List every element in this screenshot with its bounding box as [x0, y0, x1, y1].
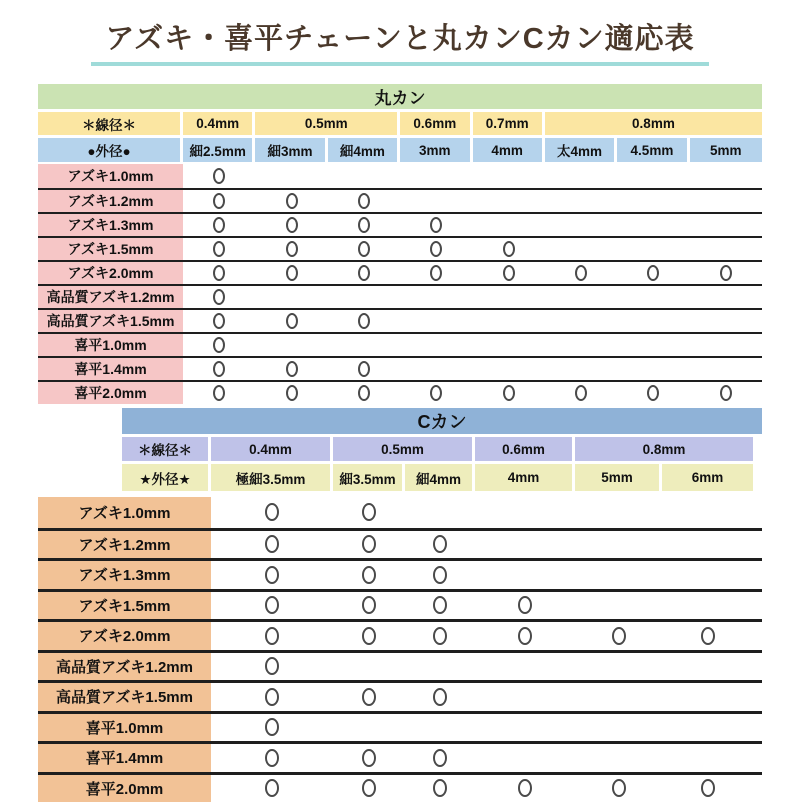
compat-circle-icon: [612, 627, 626, 645]
compat-circle-icon: [265, 503, 279, 521]
compat-circle-icon: [518, 779, 532, 797]
compat-cell: [690, 190, 762, 212]
compat-cell: [405, 683, 475, 711]
compat-circle-icon: [213, 313, 225, 329]
wire-diameter-value: 0.8mm: [575, 437, 753, 461]
table-row: [38, 284, 762, 308]
compat-cell: [475, 714, 575, 742]
compat-cell: [662, 714, 753, 742]
compat-circle-icon: [213, 193, 225, 209]
compat-circle-icon: [362, 535, 376, 553]
compat-circle-icon: [362, 627, 376, 645]
compat-cell: [400, 358, 472, 380]
row-label: 喜平1.4mm: [38, 358, 183, 380]
compat-cell: [475, 622, 575, 650]
compat-circle-icon: [612, 779, 626, 797]
compat-cell: [211, 653, 333, 681]
compat-circle-icon: [265, 688, 279, 706]
row-label: 高品質アズキ1.2mm: [38, 286, 183, 308]
compat-cell: [328, 358, 400, 380]
compat-circle-icon: [433, 688, 447, 706]
compat-cell: [617, 214, 689, 236]
compat-cell: [333, 497, 405, 528]
compat-cell: [183, 238, 255, 260]
compat-cell: [405, 744, 475, 772]
compat-cell: [473, 334, 545, 356]
compat-cell: [475, 775, 575, 802]
compat-cell: [473, 262, 545, 284]
compat-cell: [545, 334, 617, 356]
compat-circle-icon: [518, 596, 532, 614]
compat-cell: [545, 238, 617, 260]
compat-cell: [405, 531, 475, 559]
compat-circle-icon: [503, 265, 515, 281]
compat-circle-icon: [430, 217, 442, 233]
wire-diameter-value: 0.7mm: [473, 112, 542, 135]
compat-cell: [617, 334, 689, 356]
compat-cell: [333, 714, 405, 742]
table-row: [38, 188, 762, 212]
compat-cell: [333, 775, 405, 802]
compat-cell: [690, 164, 762, 188]
compat-cell: [405, 653, 475, 681]
compat-cell: [400, 382, 472, 404]
outer-diameter-value: 細4mm: [328, 138, 397, 162]
compat-cell: [183, 286, 255, 308]
row-label: 喜平1.0mm: [38, 714, 211, 742]
compat-cell: [255, 286, 327, 308]
compat-circle-icon: [265, 627, 279, 645]
compat-cell: [690, 334, 762, 356]
table-row: [38, 528, 762, 559]
compat-cell: [183, 334, 255, 356]
compat-cell: [575, 653, 662, 681]
compat-circle-icon: [362, 596, 376, 614]
compat-circle-icon: [433, 779, 447, 797]
compat-cell: [211, 497, 333, 528]
compat-circle-icon: [286, 217, 298, 233]
compat-cell: [328, 238, 400, 260]
ckan-table-title: Cカン: [122, 408, 762, 434]
compat-cell: [545, 190, 617, 212]
row-label: アズキ1.0mm: [38, 164, 183, 188]
compat-cell: [255, 334, 327, 356]
compat-circle-icon: [430, 265, 442, 281]
compat-circle-icon: [362, 688, 376, 706]
compat-cell: [545, 310, 617, 332]
outer-diameter-value: 細4mm: [405, 464, 472, 491]
ckan-table: [38, 408, 762, 802]
compat-cell: [400, 310, 472, 332]
compat-cell: [255, 262, 327, 284]
compat-circle-icon: [362, 749, 376, 767]
outer-diameter-value: 5mm: [575, 464, 659, 491]
table-row: [38, 558, 762, 589]
compat-cell: [475, 592, 575, 620]
compat-cell: [575, 683, 662, 711]
marukan-table-title: 丸カン: [38, 84, 762, 109]
compat-cell: [333, 592, 405, 620]
table-row: [38, 589, 762, 620]
compat-circle-icon: [433, 566, 447, 584]
marukan-wire-row: [38, 112, 762, 135]
marukan-table: [38, 84, 762, 404]
compat-cell: [662, 561, 753, 589]
table-row: [38, 380, 762, 404]
outer-diameter-value: 極細3.5mm: [211, 464, 330, 491]
compat-cell: [575, 714, 662, 742]
row-label: 高品質アズキ1.5mm: [38, 310, 183, 332]
compat-circle-icon: [213, 289, 225, 305]
compat-cell: [690, 262, 762, 284]
row-label: アズキ1.0mm: [38, 497, 211, 528]
compat-cell: [617, 190, 689, 212]
row-label: アズキ2.0mm: [38, 622, 211, 650]
compat-circle-icon: [433, 749, 447, 767]
compat-cell: [255, 358, 327, 380]
compat-cell: [400, 214, 472, 236]
compat-cell: [475, 744, 575, 772]
compat-cell: [545, 286, 617, 308]
row-label: アズキ1.3mm: [38, 561, 211, 589]
compat-cell: [183, 358, 255, 380]
row-label: アズキ1.2mm: [38, 190, 183, 212]
compat-cell: [333, 531, 405, 559]
compat-cell: [328, 334, 400, 356]
compat-cell: [405, 561, 475, 589]
ckan-od-row: [38, 464, 762, 491]
compat-cell: [183, 382, 255, 404]
compat-cell: [475, 531, 575, 559]
wire-diameter-value: 0.5mm: [255, 112, 397, 135]
compat-cell: [400, 334, 472, 356]
compat-cell: [473, 164, 545, 188]
compat-cell: [617, 164, 689, 188]
tables-root: [0, 84, 800, 802]
compat-cell: [211, 714, 333, 742]
compat-circle-icon: [265, 596, 279, 614]
compat-circle-icon: [362, 779, 376, 797]
compat-circle-icon: [213, 168, 225, 184]
compat-cell: [690, 238, 762, 260]
compat-cell: [473, 286, 545, 308]
compat-circle-icon: [286, 241, 298, 257]
compat-circle-icon: [265, 566, 279, 584]
compat-circle-icon: [430, 241, 442, 257]
compat-cell: [211, 622, 333, 650]
outer-diameter-value: 4mm: [473, 138, 542, 162]
compat-cell: [575, 531, 662, 559]
table-row: [38, 619, 762, 650]
compat-cell: [617, 238, 689, 260]
compat-circle-icon: [358, 361, 370, 377]
compat-circle-icon: [286, 265, 298, 281]
compat-cell: [211, 683, 333, 711]
header-indent-spacer: [38, 437, 122, 461]
row-label: アズキ1.2mm: [38, 531, 211, 559]
compat-circle-icon: [358, 385, 370, 401]
row-label: 喜平1.4mm: [38, 744, 211, 772]
outer-diameter-value: 細3mm: [255, 138, 324, 162]
row-label: アズキ1.3mm: [38, 214, 183, 236]
compat-cell: [662, 744, 753, 772]
compat-circle-icon: [575, 385, 587, 401]
compat-circle-icon: [518, 627, 532, 645]
outer-diameter-label: ★外径★: [122, 464, 208, 491]
compat-circle-icon: [358, 241, 370, 257]
compat-circle-icon: [265, 749, 279, 767]
compat-circle-icon: [358, 265, 370, 281]
wire-diameter-value: 0.4mm: [183, 112, 252, 135]
compat-cell: [575, 561, 662, 589]
compat-cell: [617, 358, 689, 380]
compat-cell: [475, 683, 575, 711]
outer-diameter-value: 5mm: [690, 138, 762, 162]
table-row: [38, 497, 762, 528]
compat-circle-icon: [575, 265, 587, 281]
page-title: アズキ・喜平チェーンと丸カンCカン適応表: [91, 16, 708, 66]
compat-cell: [183, 164, 255, 188]
compat-circle-icon: [358, 217, 370, 233]
table-row: [38, 236, 762, 260]
compat-circle-icon: [430, 385, 442, 401]
header-indent-spacer: [38, 464, 122, 491]
compat-cell: [617, 382, 689, 404]
wire-diameter-value: 0.8mm: [545, 112, 762, 135]
compat-cell: [662, 653, 753, 681]
compat-cell: [475, 653, 575, 681]
compat-cell: [183, 190, 255, 212]
compat-cell: [255, 214, 327, 236]
compat-cell: [662, 683, 753, 711]
wire-diameter-value: 0.6mm: [400, 112, 469, 135]
compat-circle-icon: [265, 657, 279, 675]
row-label: 高品質アズキ1.5mm: [38, 683, 211, 711]
compat-circle-icon: [213, 361, 225, 377]
compat-circle-icon: [362, 566, 376, 584]
compat-cell: [545, 382, 617, 404]
compat-cell: [255, 190, 327, 212]
outer-diameter-value: 細3.5mm: [333, 464, 402, 491]
compat-circle-icon: [358, 313, 370, 329]
compat-circle-icon: [265, 535, 279, 553]
outer-diameter-value: 4mm: [475, 464, 572, 491]
compat-circle-icon: [213, 241, 225, 257]
compat-cell: [183, 310, 255, 332]
compat-cell: [255, 238, 327, 260]
compat-cell: [473, 382, 545, 404]
compat-circle-icon: [265, 718, 279, 736]
table-row: [38, 332, 762, 356]
compat-circle-icon: [213, 265, 225, 281]
compat-cell: [690, 310, 762, 332]
row-label: アズキ2.0mm: [38, 262, 183, 284]
compat-cell: [690, 382, 762, 404]
wire-diameter-label: ＊線径＊: [38, 112, 180, 135]
compat-circle-icon: [647, 385, 659, 401]
compat-cell: [617, 310, 689, 332]
compat-cell: [545, 214, 617, 236]
row-label: アズキ1.5mm: [38, 238, 183, 260]
compat-cell: [575, 497, 662, 528]
compat-cell: [400, 262, 472, 284]
compat-circle-icon: [720, 385, 732, 401]
compat-cell: [211, 531, 333, 559]
compat-circle-icon: [701, 627, 715, 645]
compat-cell: [690, 358, 762, 380]
compat-cell: [333, 683, 405, 711]
compat-cell: [255, 310, 327, 332]
wire-diameter-label: ＊線径＊: [122, 437, 208, 461]
compat-cell: [400, 286, 472, 308]
table-row: [38, 212, 762, 236]
compat-circle-icon: [362, 503, 376, 521]
row-label: 高品質アズキ1.2mm: [38, 653, 211, 681]
compat-cell: [333, 744, 405, 772]
wire-diameter-value: 0.6mm: [475, 437, 572, 461]
table-row: [38, 772, 762, 802]
compat-circle-icon: [213, 217, 225, 233]
compat-cell: [662, 622, 753, 650]
table-row: [38, 308, 762, 332]
compat-cell: [690, 286, 762, 308]
compat-cell: [545, 358, 617, 380]
compat-cell: [400, 190, 472, 212]
compat-circle-icon: [433, 627, 447, 645]
compat-cell: [211, 775, 333, 802]
compat-cell: [575, 622, 662, 650]
compat-cell: [211, 744, 333, 772]
wire-diameter-value: 0.4mm: [211, 437, 330, 461]
compat-cell: [328, 190, 400, 212]
outer-diameter-label: ●外径●: [38, 138, 180, 162]
table-row: [38, 741, 762, 772]
compat-cell: [405, 497, 475, 528]
compat-cell: [473, 190, 545, 212]
compat-cell: [183, 214, 255, 236]
compat-cell: [328, 286, 400, 308]
compat-cell: [400, 238, 472, 260]
compat-cell: [405, 775, 475, 802]
compat-circle-icon: [647, 265, 659, 281]
compat-cell: [400, 164, 472, 188]
compat-cell: [405, 592, 475, 620]
outer-diameter-value: 細2.5mm: [183, 138, 252, 162]
table-row: [38, 650, 762, 681]
ckan-wire-row: [38, 437, 762, 461]
compat-cell: [328, 262, 400, 284]
marukan-od-row: [38, 138, 762, 162]
compat-cell: [183, 262, 255, 284]
compat-circle-icon: [286, 313, 298, 329]
compat-circle-icon: [286, 193, 298, 209]
compat-cell: [255, 382, 327, 404]
compat-cell: [333, 561, 405, 589]
compat-cell: [662, 497, 753, 528]
row-label: 喜平1.0mm: [38, 334, 183, 356]
row-label: 喜平2.0mm: [38, 382, 183, 404]
compat-circle-icon: [213, 385, 225, 401]
outer-diameter-value: 4.5mm: [617, 138, 686, 162]
table-row: [38, 164, 762, 188]
outer-diameter-value: 6mm: [662, 464, 753, 491]
compat-cell: [405, 714, 475, 742]
compat-circle-icon: [433, 596, 447, 614]
outer-diameter-value: 3mm: [400, 138, 469, 162]
compat-circle-icon: [286, 385, 298, 401]
compat-cell: [662, 775, 753, 802]
compat-circle-icon: [265, 779, 279, 797]
compat-cell: [662, 531, 753, 559]
compat-cell: [690, 214, 762, 236]
compat-circle-icon: [701, 779, 715, 797]
compat-circle-icon: [433, 535, 447, 553]
compat-cell: [255, 164, 327, 188]
outer-diameter-value: 太4mm: [545, 138, 614, 162]
table-row: [38, 680, 762, 711]
compat-cell: [473, 310, 545, 332]
compat-cell: [328, 214, 400, 236]
compat-cell: [328, 382, 400, 404]
compat-circle-icon: [720, 265, 732, 281]
compat-circle-icon: [286, 361, 298, 377]
compat-circle-icon: [503, 241, 515, 257]
compat-cell: [473, 358, 545, 380]
table-row: [38, 356, 762, 380]
compat-cell: [473, 238, 545, 260]
compat-cell: [328, 310, 400, 332]
compat-circle-icon: [213, 337, 225, 353]
compat-cell: [475, 561, 575, 589]
compat-cell: [475, 497, 575, 528]
compat-cell: [473, 214, 545, 236]
compat-cell: [575, 744, 662, 772]
wire-diameter-value: 0.5mm: [333, 437, 472, 461]
compat-circle-icon: [358, 193, 370, 209]
compat-cell: [617, 262, 689, 284]
compat-cell: [328, 164, 400, 188]
compat-cell: [405, 622, 475, 650]
table-row: [38, 711, 762, 742]
compat-cell: [545, 262, 617, 284]
compat-circle-icon: [503, 385, 515, 401]
compat-cell: [333, 622, 405, 650]
table-row: [38, 260, 762, 284]
row-label: アズキ1.5mm: [38, 592, 211, 620]
compat-cell: [333, 653, 405, 681]
compat-cell: [545, 164, 617, 188]
compat-cell: [575, 592, 662, 620]
compat-cell: [575, 775, 662, 802]
compat-cell: [617, 286, 689, 308]
compat-cell: [211, 561, 333, 589]
title-wrap: [0, 0, 800, 66]
row-label: 喜平2.0mm: [38, 775, 211, 802]
compat-cell: [662, 592, 753, 620]
compat-cell: [211, 592, 333, 620]
